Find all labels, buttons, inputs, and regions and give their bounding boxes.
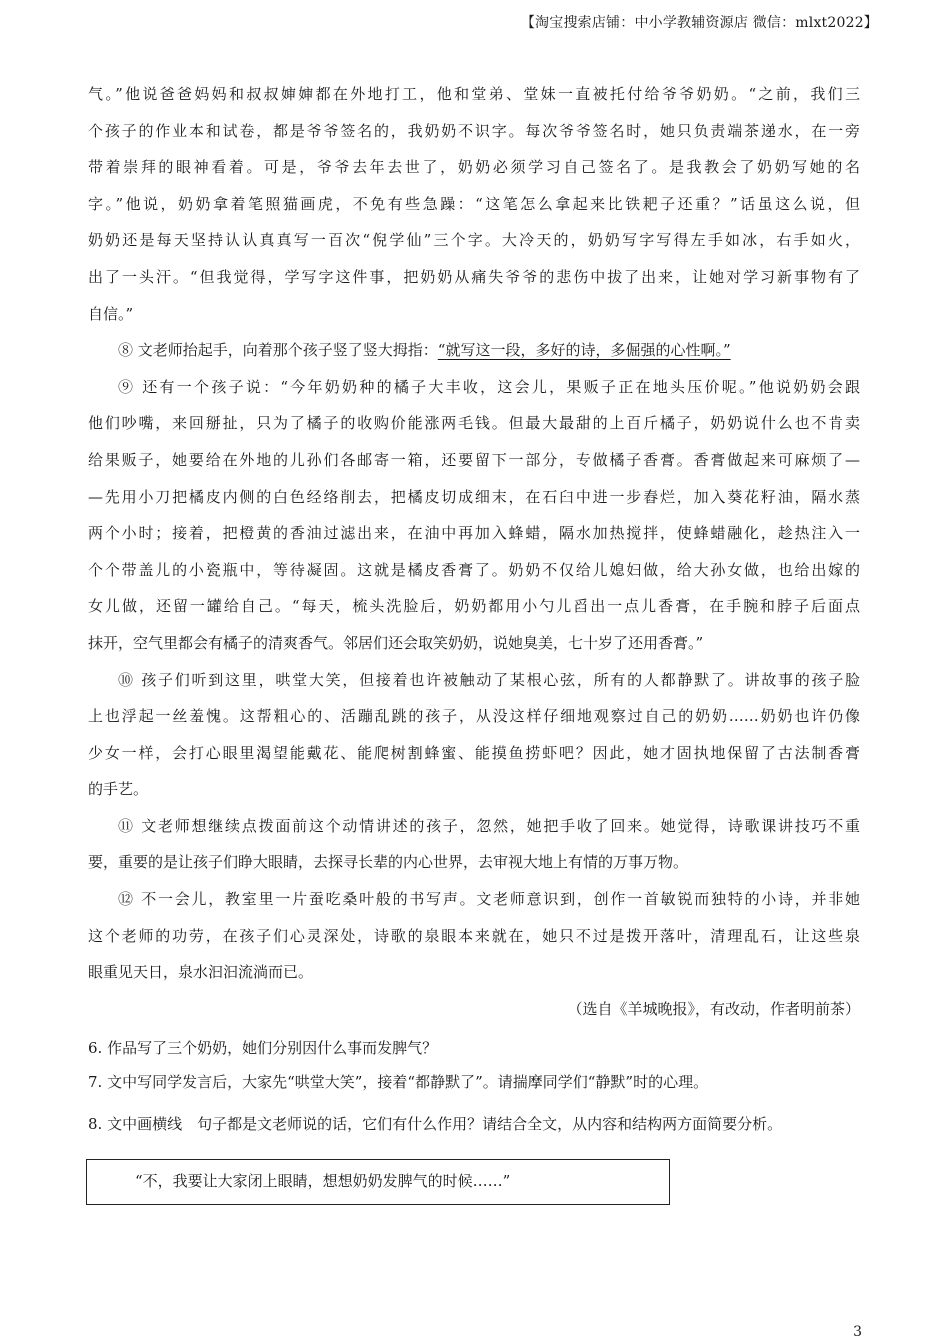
paragraph-9 xyxy=(88,369,860,662)
paragraph-12 xyxy=(88,881,860,991)
text-line: ⑫ 不一会儿，教室里一片蚕吃桑叶般的书写声。文老师意识到，创作一首敏锐而独特的小诗，并非她 xyxy=(118,890,860,909)
text-line: 抹开，空气里都会有橘子的清爽香气。邻居们还会取笑奶奶，说她臭美，七十岁了还用香膏。” xyxy=(88,633,704,652)
text-line: 上也浮起一丝羞愧。这帮粗心的、活蹦乱跳的孩子，从没这样仔细地观察过自己的奶奶……奶奶也许仍像 xyxy=(88,707,860,726)
text-line: 自信。” xyxy=(88,304,134,323)
question-6: 6. 作品写了三个奶奶，她们分别因什么事而发脾气？ xyxy=(88,1038,438,1057)
underlined-sentence: “就写这一段，多好的诗，多倔强的心性啊。” xyxy=(437,341,731,360)
text-line: 给果贩子，她要给在外地的儿孙们各邮寄一箱，还要留下一部分，专做橘子香膏。香膏做起来可麻烦了— xyxy=(88,450,860,469)
article-body xyxy=(88,76,860,1141)
text-line: 眼重见天日，泉水汩汩流淌而已。 xyxy=(88,963,314,982)
text-line: 气。”他说爸爸妈妈和叔叔婶婶都在外地打工，他和堂弟、堂妹一直被托付给爷爷奶奶。“之前，我们三 xyxy=(88,85,860,103)
text-line: 字。”他说，奶奶拿着笔照猫画虎，不免有些急躁：“这笔怎么拿起来比铁耙子还重？”话虽这么说，但 xyxy=(88,194,860,213)
text-line: 少女一样，会打心眼里渴望能戴花、能爬树割蜂蜜、能摸鱼捞虾吧？因此，她才固执地保留了古法制香膏 xyxy=(88,743,860,762)
text-line: 个个带盖儿的小瓷瓶中，等待凝固。这就是橘皮香膏了。奶奶不仅给儿媳妇做，给大孙女做，也给出嫁的 xyxy=(88,560,860,579)
text-line: 他们吵嘴，来回掰扯，只为了橘子的收购价能涨两毛钱。但最大最甜的上百斤橘子，奶奶说什么也不肯卖 xyxy=(88,414,860,433)
paragraph-10 xyxy=(88,662,860,808)
header-watermark: 【淘宝搜索店铺：中小学教辅资源店 微信：mlxt2022】 xyxy=(520,15,878,31)
text-line: 带着崇拜的眼神看着。可是，爷爷去年去世了，奶奶必须学习自己签名了。是我教会了奶奶写她的名 xyxy=(88,158,860,177)
text-line: ⑪ 文老师想继续点拨面前这个动情讲述的孩子，忽然，她把手收了回来。她觉得，诗歌课讲技巧不重 xyxy=(118,816,860,835)
text-line: 的手艺。 xyxy=(88,780,149,799)
text-line: —先用小刀把橘皮内侧的白色经络削去，把橘皮切成细末，在石臼中进一步舂烂，加入葵花籽油，隔水蒸 xyxy=(88,487,860,506)
paragraph-8-text: ⑧ 文老师抬起手，向着那个孩子竖了竖大拇指： xyxy=(118,341,438,360)
text-line: 出了一头汗。“但我觉得，学写字这件事，把奶奶从痛失爷爷的悲伤中拔了出来，让她对学习新事物有了 xyxy=(88,267,860,286)
text-line: ⑨ 还有一个孩子说：“今年奶奶种的橘子大丰收，这会儿，果贩子正在地头压价呢。”他说奶奶会跟 xyxy=(118,377,860,396)
text-line: 女儿做，还留一罐给自己。“每天，梳头洗脸后，奶奶都用小勺儿舀出一点儿香膏，在手腕和脖子后面点 xyxy=(88,597,860,616)
text-line: 两个小时；接着，把橙黄的香油过滤出来，在油中再加入蜂蜡，隔水加热搅拌，使蜂蜡融化，趁热注入一 xyxy=(88,524,860,543)
text-line: 个孩子的作业本和试卷，都是爷爷签名的，我奶奶不识字。每次爷爷签名时，她只负责端茶递水，在一旁 xyxy=(88,121,860,140)
text-line: 奶奶还是每天坚持认认真真写一百次“倪学仙”三个字。大冷天的，奶奶写字写得左手如冰，右手如火， xyxy=(88,231,860,250)
page-number: 3 xyxy=(853,1324,862,1340)
paragraph-11 xyxy=(88,808,860,881)
paragraph-8 xyxy=(88,332,860,369)
question-8: 8. 文中画横线 句子都是文老师说的话，它们有什么作用？请结合全文，从内容和结构两方面简要分析。 xyxy=(88,1114,783,1133)
paragraph-7-continued xyxy=(88,76,860,332)
quote-box: “不，我要让大家闭上眼睛，想想奶奶发脾气的时候……” xyxy=(86,1159,670,1205)
text-line: ⑩ 孩子们听到这里，哄堂大笑，但接着也许被触动了某根心弦，所有的人都静默了。讲故事的孩子脸 xyxy=(118,670,860,689)
question-7: 7. 文中写同学发言后，大家先“哄堂大笑”，接着“都静默了”。请揣摩同学们“静默”时的心理。 xyxy=(88,1072,709,1091)
text-line: 这个老师的功劳，在孩子们心灵深处，诗歌的泉眼本来就在，她只不过是拨开落叶，清理乱石，让这些泉 xyxy=(88,926,860,945)
source-citation: （选自《羊城晚报》，有改动，作者明前茶） xyxy=(567,999,860,1018)
text-line: 要，重要的是让孩子们睁大眼睛，去探寻长辈的内心世界，去审视大地上有情的万事万物。 xyxy=(88,853,689,872)
